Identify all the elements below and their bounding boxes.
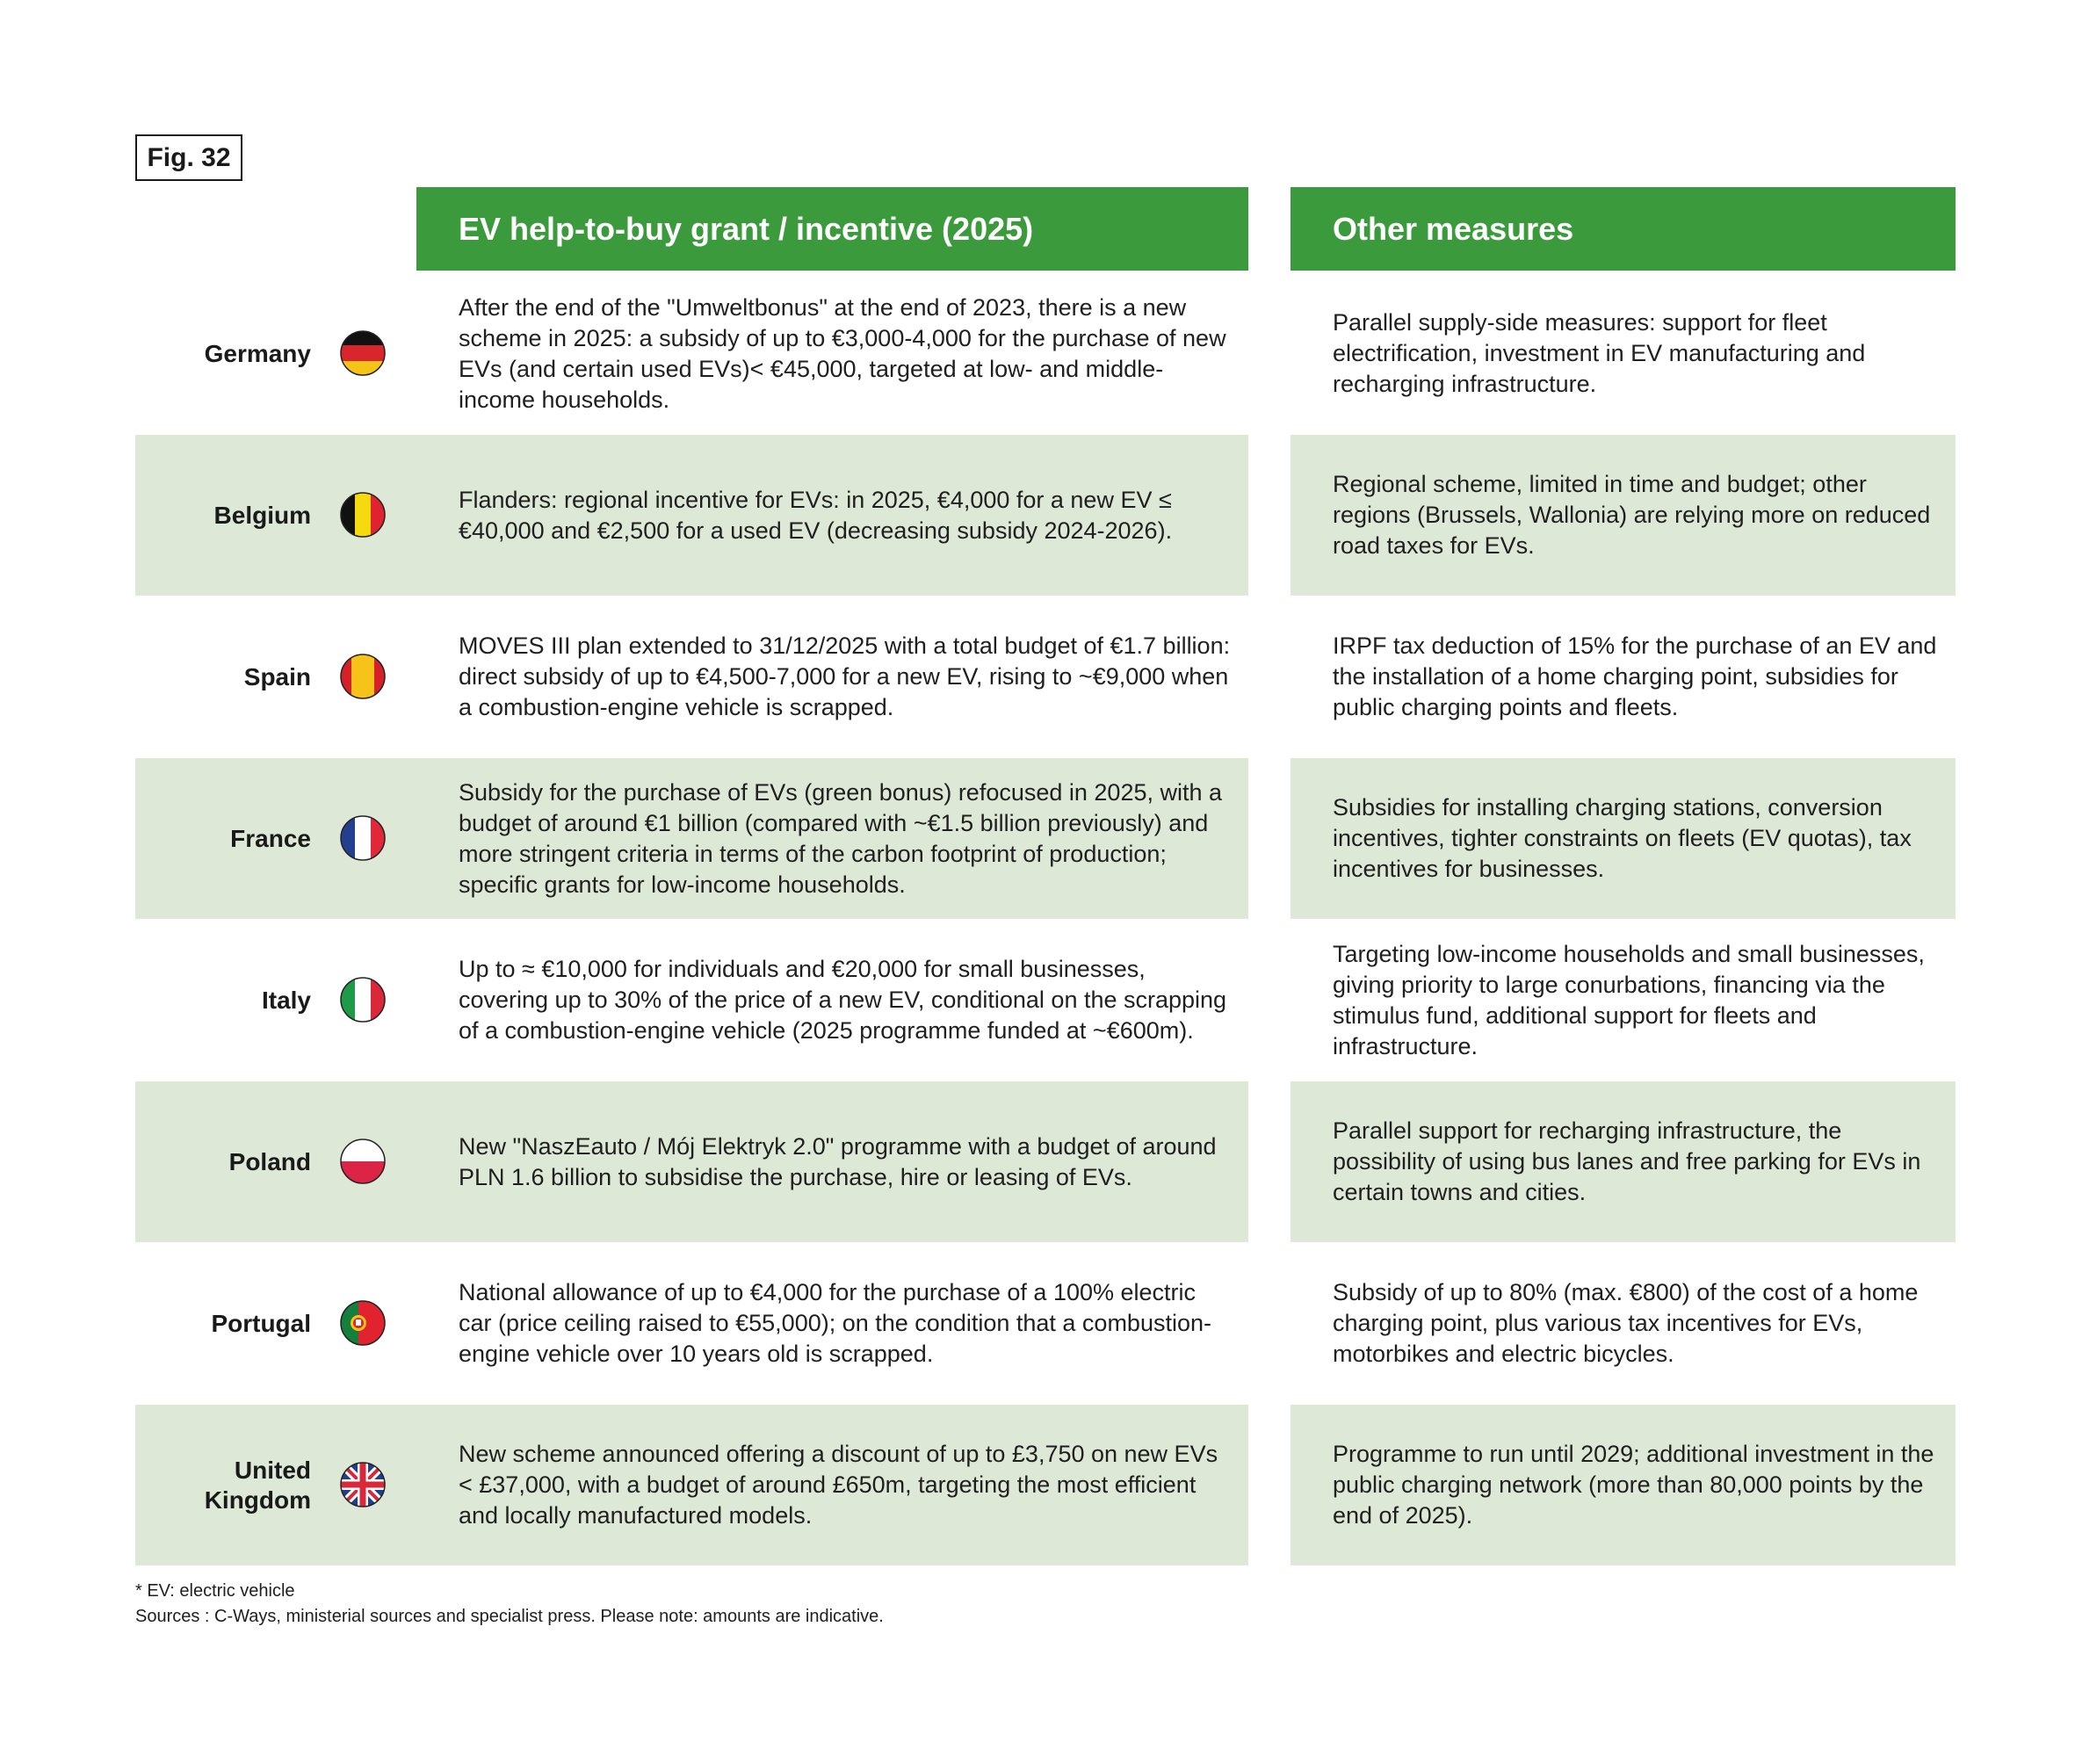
belgium-flag-icon — [339, 491, 387, 539]
other-measures-cell — [1333, 1243, 1939, 1404]
other-measures-cell — [1333, 435, 1939, 596]
incentive-cell — [459, 758, 1232, 919]
incentive-cell — [459, 1081, 1232, 1242]
germany-flag-icon — [339, 329, 387, 377]
other-measures-column-header: Other measures — [1291, 187, 1956, 271]
incentive-cell — [459, 596, 1232, 757]
uk-flag-icon — [339, 1461, 387, 1508]
other-measures-cell — [1333, 1081, 1939, 1242]
france-flag-icon — [339, 814, 387, 862]
italy-flag-icon — [339, 976, 387, 1023]
other-measures-text: Subsidies for installing charging stations, conversion incentives, tighter constraints on fleets (EV quotas), tax incentives for businesses. — [1333, 794, 1912, 882]
country-name: Italy — [261, 986, 311, 1014]
table-row — [135, 435, 1956, 596]
country-name: Germany — [204, 339, 311, 367]
incentive-text: MOVES III plan extended to 31/12/2025 with a total budget of €1.7 billion: direct subsidy of up to €4,500-7,000 for a new EV, rising to ~€9,000 when a combustion-engine vehicle is scrapped. — [459, 633, 1231, 720]
table-row — [135, 758, 1956, 919]
country-name: Poland — [228, 1147, 311, 1175]
incentive-cell — [459, 435, 1232, 596]
table-row — [135, 1243, 1956, 1404]
other-measures-cell — [1333, 273, 1939, 434]
other-measures-cell — [1333, 596, 1939, 757]
table-row — [135, 920, 1956, 1081]
other-measures-text: Targeting low-income households and small businesses, giving priority to large conurbations, financing via the stimulus fund, additional support for fleets and infrastructure. — [1333, 940, 1925, 1059]
incentive-text: New scheme announced offering a discount of up to £3,750 on new EVs < £37,000, with a budget of around £650m, targeting the most efficient and locally manufactured models. — [459, 1441, 1218, 1529]
country-name: France — [230, 824, 311, 852]
spain-flag-icon — [339, 653, 387, 700]
poland-flag-icon — [339, 1138, 387, 1185]
table-row — [135, 596, 1956, 757]
figure-label: Fig. 32 — [135, 134, 242, 181]
other-measures-text: Regional scheme, limited in time and budget; other regions (Brussels, Wallonia) are relying more on reduced road taxes for EVs. — [1333, 471, 1931, 559]
table-row — [135, 1405, 1956, 1565]
other-measures-cell — [1333, 758, 1939, 919]
country-name-text: United Kingdom — [204, 1456, 311, 1514]
incentive-cell — [459, 1405, 1232, 1565]
incentive-cell — [459, 273, 1232, 434]
other-measures-text: Programme to run until 2029; additional investment in the public charging network (more than 80,000 points by the end of 2025). — [1333, 1441, 1934, 1529]
country-name: Spain — [243, 662, 311, 690]
incentive-cell — [459, 920, 1232, 1081]
other-measures-cell — [1333, 1405, 1939, 1565]
incentive-cell — [459, 1243, 1232, 1404]
other-measures-cell — [1333, 920, 1939, 1081]
other-measures-text: Parallel supply-side measures: support for fleet electrification, investment in EV manufacturing and recharging infrastructure. — [1333, 309, 1866, 397]
footnotes — [135, 1579, 884, 1630]
footnote-ev: * EV: electric vehicle — [135, 1581, 295, 1601]
incentive-text: Up to ≈ €10,000 for individuals and €20,000 for small businesses, covering up to 30% of the price of a new EV, conditional on the scrapping of a combustion-engine vehicle (2025 programme funded at ~€600m). — [459, 956, 1227, 1044]
incentive-text: Subsidy for the purchase of EVs (green bonus) refocused in 2025, with a budget of around €1 billion (compared with ~€1.5 billion previously) and more stringent criteria in terms of the carbon footprint of production; specific grants for low-income households. — [459, 778, 1223, 898]
incentive-column-header: EV help-to-buy grant / incentive (2025) — [416, 187, 1248, 271]
country-name: Portugal — [211, 1309, 311, 1337]
sources-note: Sources : C-Ways, ministerial sources and specialist press. Please note: amounts are indicative. — [135, 1607, 884, 1626]
incentive-text: After the end of the "Umweltbonus" at the end of 2023, there is a new scheme in 2025: a subsidy of up to €3,000-4,000 for the purchase of new EVs (and certain used EVs)< €45,000, targeted at low- and middle-income households. — [459, 293, 1226, 413]
portugal-flag-icon — [339, 1299, 387, 1347]
incentive-text: New "NaszEauto / Mój Elektryk 2.0" programme with a budget of around PLN 1.6 billion to subsidise the purchase, hire or leasing of EVs. — [459, 1132, 1217, 1190]
country-name: Belgium — [213, 501, 311, 529]
other-measures-text: Parallel support for recharging infrastructure, the possibility of using bus lanes and free parking for EVs in certain towns and cities. — [1333, 1117, 1921, 1205]
table-row — [135, 1081, 1956, 1242]
country-name — [135, 1405, 311, 1565]
other-measures-text: IRPF tax deduction of 15% for the purchase of an EV and the installation of a home charging point, subsidies for public charging points and fleets. — [1333, 633, 1937, 720]
table-row — [135, 273, 1956, 434]
incentive-text: National allowance of up to €4,000 for the purchase of a 100% electric car (price ceiling raised to €55,000); on the condition that a combustion-engine vehicle over 10 years old is scrapped. — [459, 1279, 1211, 1367]
incentive-text: Flanders: regional incentive for EVs: in 2025, €4,000 for a new EV ≤ €40,000 and €2,500 for a used EV (decreasing subsidy 2024-2026). — [459, 486, 1173, 544]
other-measures-text: Subsidy of up to 80% (max. €800) of the cost of a home charging point, plus various tax incentives for EVs, motorbikes and electric bicycles. — [1333, 1279, 1919, 1367]
